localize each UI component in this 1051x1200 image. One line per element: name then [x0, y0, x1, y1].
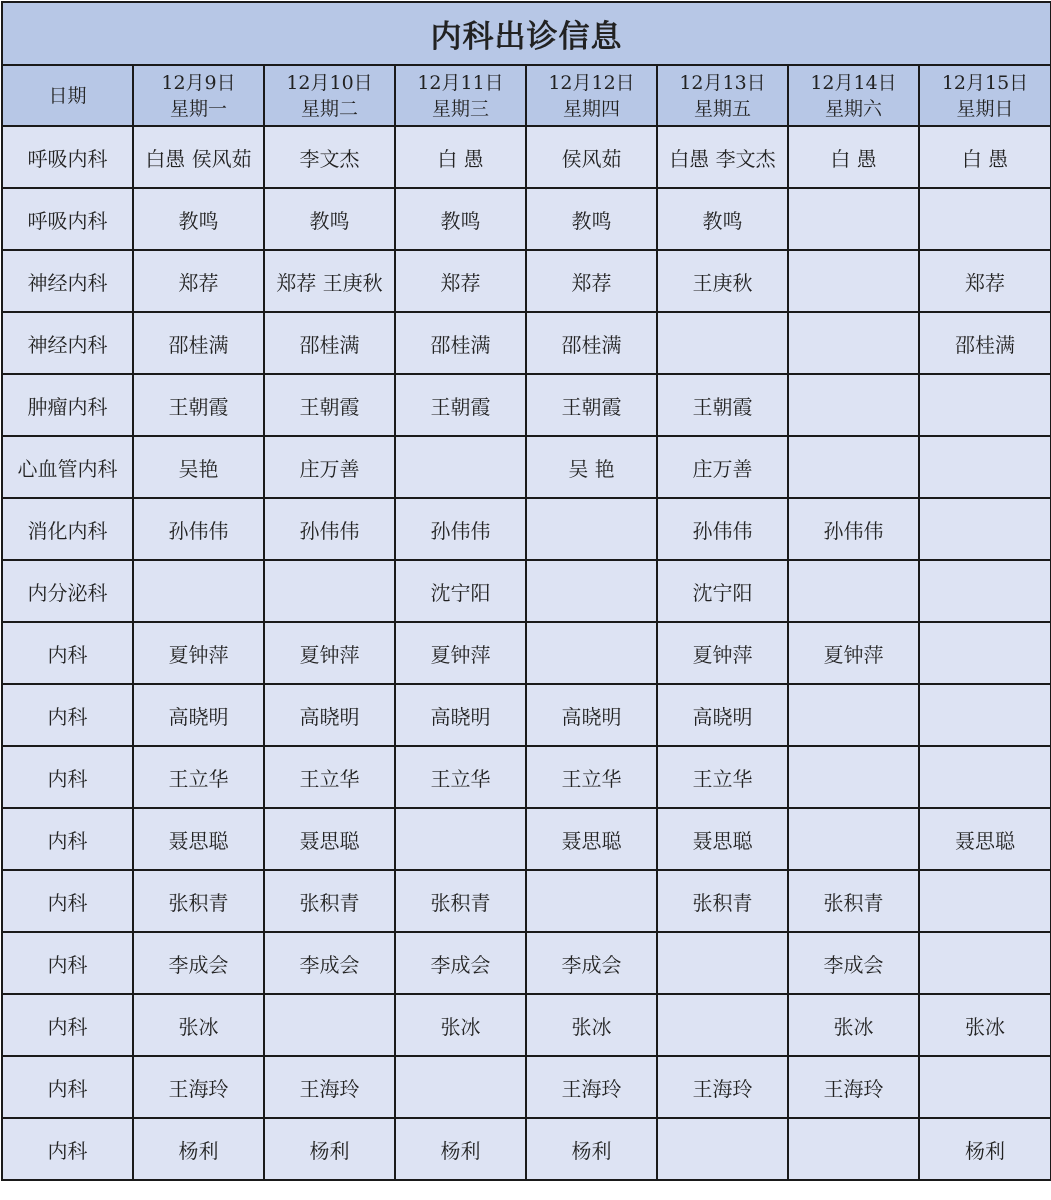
- doctor-cell: 王朝霞: [526, 374, 657, 436]
- table-row: [2, 560, 1051, 622]
- doctor-cell: 王海玲: [264, 1056, 395, 1118]
- department-cell: 消化内科: [2, 498, 133, 560]
- day-header: [919, 65, 1051, 126]
- doctor-cell: [788, 250, 919, 312]
- department-cell: 呼吸内科: [2, 126, 133, 188]
- doctor-cell: 白愚 侯风茹: [133, 126, 264, 188]
- table-row: [2, 622, 1051, 684]
- doctor-cell: [919, 436, 1051, 498]
- table-row: [2, 684, 1051, 746]
- table-row: [2, 126, 1051, 188]
- table-row: [2, 374, 1051, 436]
- department-cell: 内科: [2, 932, 133, 994]
- doctor-cell: [788, 746, 919, 808]
- doctor-cell: 王朝霞: [264, 374, 395, 436]
- department-cell: 心血管内科: [2, 436, 133, 498]
- doctor-cell: 孙伟伟: [133, 498, 264, 560]
- department-cell: 内科: [2, 684, 133, 746]
- doctor-cell: 王立华: [133, 746, 264, 808]
- doctor-cell: 高晓明: [526, 684, 657, 746]
- day-date: 12月10日: [286, 71, 373, 94]
- doctor-cell: 聂思聪: [133, 808, 264, 870]
- day-weekday: 星期六: [824, 97, 882, 120]
- day-weekday: 星期三: [431, 97, 489, 120]
- doctor-cell: 邵桂满: [133, 312, 264, 374]
- doctor-cell: 张冰: [395, 994, 526, 1056]
- day-weekday: 星期四: [562, 97, 620, 120]
- doctor-cell: 白愚 李文杰: [657, 126, 788, 188]
- doctor-cell: [788, 808, 919, 870]
- doctor-cell: 王海玲: [788, 1056, 919, 1118]
- header-row: [2, 65, 1051, 126]
- doctor-cell: [657, 932, 788, 994]
- day-weekday: 星期五: [693, 97, 751, 120]
- doctor-cell: 张积青: [395, 870, 526, 932]
- table-row: [2, 312, 1051, 374]
- doctor-cell: [919, 1056, 1051, 1118]
- doctor-cell: 杨利: [919, 1118, 1051, 1180]
- doctor-cell: 郑荐: [395, 250, 526, 312]
- doctor-cell: 孙伟伟: [788, 498, 919, 560]
- table-row: [2, 188, 1051, 250]
- doctor-cell: [919, 746, 1051, 808]
- doctor-cell: 聂思聪: [526, 808, 657, 870]
- doctor-cell: 李成会: [395, 932, 526, 994]
- doctor-cell: 王立华: [526, 746, 657, 808]
- table-row: [2, 746, 1051, 808]
- doctor-cell: [526, 622, 657, 684]
- table-row: [2, 1118, 1051, 1180]
- day-header: [133, 65, 264, 126]
- doctor-cell: 郑荐: [526, 250, 657, 312]
- doctor-cell: [526, 560, 657, 622]
- table-row: [2, 994, 1051, 1056]
- doctor-cell: [788, 684, 919, 746]
- doctor-cell: 邵桂满: [919, 312, 1051, 374]
- doctor-cell: 王庚秋: [657, 250, 788, 312]
- day-date: 12月15日: [941, 71, 1029, 94]
- day-date: 12月13日: [679, 71, 766, 94]
- doctor-cell: 夏钟萍: [657, 622, 788, 684]
- day-header: [788, 65, 919, 126]
- doctor-cell: [264, 994, 395, 1056]
- doctor-cell: 沈宁阳: [395, 560, 526, 622]
- doctor-cell: [919, 498, 1051, 560]
- doctor-cell: 王朝霞: [395, 374, 526, 436]
- doctor-cell: [919, 684, 1051, 746]
- doctor-cell: 李成会: [264, 932, 395, 994]
- day-header: [526, 65, 657, 126]
- doctor-cell: [657, 312, 788, 374]
- doctor-cell: 邵桂满: [395, 312, 526, 374]
- doctor-cell: 白 愚: [919, 126, 1051, 188]
- doctor-cell: 杨利: [395, 1118, 526, 1180]
- doctor-cell: [788, 1118, 919, 1180]
- doctor-cell: 聂思聪: [264, 808, 395, 870]
- department-cell: 内科: [2, 808, 133, 870]
- doctor-cell: 孙伟伟: [657, 498, 788, 560]
- doctor-cell: 教鸣: [395, 188, 526, 250]
- doctor-cell: 孙伟伟: [264, 498, 395, 560]
- doctor-cell: 张积青: [657, 870, 788, 932]
- doctor-cell: 杨利: [264, 1118, 395, 1180]
- doctor-cell: 郑荐: [133, 250, 264, 312]
- doctor-cell: [526, 498, 657, 560]
- day-weekday: 星期一: [169, 97, 227, 120]
- table-row: [2, 1056, 1051, 1118]
- doctor-cell: 吴艳: [133, 436, 264, 498]
- doctor-cell: [395, 808, 526, 870]
- doctor-cell: [395, 1056, 526, 1118]
- doctor-cell: 杨利: [133, 1118, 264, 1180]
- department-cell: 内科: [2, 1118, 133, 1180]
- doctor-cell: 李成会: [526, 932, 657, 994]
- doctor-cell: [788, 560, 919, 622]
- doctor-cell: 张积青: [264, 870, 395, 932]
- table-row: [2, 498, 1051, 560]
- doctor-cell: 高晓明: [395, 684, 526, 746]
- day-header: [657, 65, 788, 126]
- table-row: [2, 436, 1051, 498]
- department-cell: 内科: [2, 870, 133, 932]
- doctor-cell: [657, 994, 788, 1056]
- doctor-cell: 白 愚: [395, 126, 526, 188]
- doctor-cell: [133, 560, 264, 622]
- doctor-cell: 郑荐: [919, 250, 1051, 312]
- department-cell: 肿瘤内科: [2, 374, 133, 436]
- table-row: [2, 808, 1051, 870]
- day-date: 12月9日: [161, 71, 236, 94]
- doctor-cell: 杨利: [526, 1118, 657, 1180]
- doctor-cell: 王海玲: [133, 1056, 264, 1118]
- doctor-cell: [919, 932, 1051, 994]
- doctor-cell: 王立华: [395, 746, 526, 808]
- department-cell: 内科: [2, 994, 133, 1056]
- department-cell: 内分泌科: [2, 560, 133, 622]
- doctor-cell: 白 愚: [788, 126, 919, 188]
- doctor-cell: 教鸣: [133, 188, 264, 250]
- day-date: 12月14日: [810, 71, 897, 94]
- doctor-cell: 邵桂满: [264, 312, 395, 374]
- page-title: 内科出诊信息: [2, 2, 1051, 65]
- doctor-cell: 侯风茹: [526, 126, 657, 188]
- doctor-cell: [526, 870, 657, 932]
- doctor-cell: [788, 374, 919, 436]
- doctor-cell: [919, 374, 1051, 436]
- doctor-cell: 王立华: [264, 746, 395, 808]
- doctor-cell: 王海玲: [657, 1056, 788, 1118]
- doctor-cell: 张冰: [526, 994, 657, 1056]
- doctor-cell: 教鸣: [657, 188, 788, 250]
- doctor-cell: [919, 870, 1051, 932]
- schedule-table: [1, 1, 1051, 1181]
- doctor-cell: [657, 1118, 788, 1180]
- doctor-cell: 高晓明: [657, 684, 788, 746]
- doctor-cell: [788, 188, 919, 250]
- date-label: 日期: [2, 65, 133, 126]
- doctor-cell: [264, 560, 395, 622]
- day-date: 12月11日: [417, 71, 504, 94]
- doctor-cell: [919, 622, 1051, 684]
- doctor-cell: [395, 436, 526, 498]
- doctor-cell: 吴 艳: [526, 436, 657, 498]
- doctor-cell: 王朝霞: [133, 374, 264, 436]
- day-date: 12月12日: [548, 71, 635, 94]
- doctor-cell: 庄万善: [264, 436, 395, 498]
- table-row: [2, 250, 1051, 312]
- doctor-cell: 郑荐 王庚秋: [264, 250, 395, 312]
- doctor-cell: 教鸣: [526, 188, 657, 250]
- doctor-cell: 聂思聪: [919, 808, 1051, 870]
- doctor-cell: 孙伟伟: [395, 498, 526, 560]
- doctor-cell: 邵桂满: [526, 312, 657, 374]
- doctor-cell: 张积青: [788, 870, 919, 932]
- doctor-cell: 李成会: [133, 932, 264, 994]
- doctor-cell: 夏钟萍: [788, 622, 919, 684]
- department-cell: 内科: [2, 746, 133, 808]
- doctor-cell: 李文杰: [264, 126, 395, 188]
- doctor-cell: [919, 560, 1051, 622]
- doctor-cell: 庄万善: [657, 436, 788, 498]
- doctor-cell: 李成会: [788, 932, 919, 994]
- department-cell: 内科: [2, 1056, 133, 1118]
- day-weekday: 星期日: [956, 97, 1014, 120]
- day-header: [395, 65, 526, 126]
- department-cell: 呼吸内科: [2, 188, 133, 250]
- day-header: [264, 65, 395, 126]
- doctor-cell: 张积青: [133, 870, 264, 932]
- doctor-cell: 高晓明: [264, 684, 395, 746]
- doctor-cell: 张冰: [133, 994, 264, 1056]
- doctor-cell: 夏钟萍: [133, 622, 264, 684]
- doctor-cell: [919, 188, 1051, 250]
- doctor-cell: 张冰: [788, 994, 919, 1056]
- doctor-cell: 夏钟萍: [395, 622, 526, 684]
- doctor-cell: 教鸣: [264, 188, 395, 250]
- doctor-cell: 王立华: [657, 746, 788, 808]
- doctor-cell: 沈宁阳: [657, 560, 788, 622]
- doctor-cell: 夏钟萍: [264, 622, 395, 684]
- table-row: [2, 870, 1051, 932]
- day-weekday: 星期二: [300, 97, 358, 120]
- doctor-cell: 张冰: [919, 994, 1051, 1056]
- department-cell: 神经内科: [2, 312, 133, 374]
- doctor-cell: [788, 436, 919, 498]
- doctor-cell: 王海玲: [526, 1056, 657, 1118]
- doctor-cell: [788, 312, 919, 374]
- doctor-cell: 高晓明: [133, 684, 264, 746]
- department-cell: 内科: [2, 622, 133, 684]
- doctor-cell: 聂思聪: [657, 808, 788, 870]
- department-cell: 神经内科: [2, 250, 133, 312]
- doctor-cell: 王朝霞: [657, 374, 788, 436]
- table-row: [2, 932, 1051, 994]
